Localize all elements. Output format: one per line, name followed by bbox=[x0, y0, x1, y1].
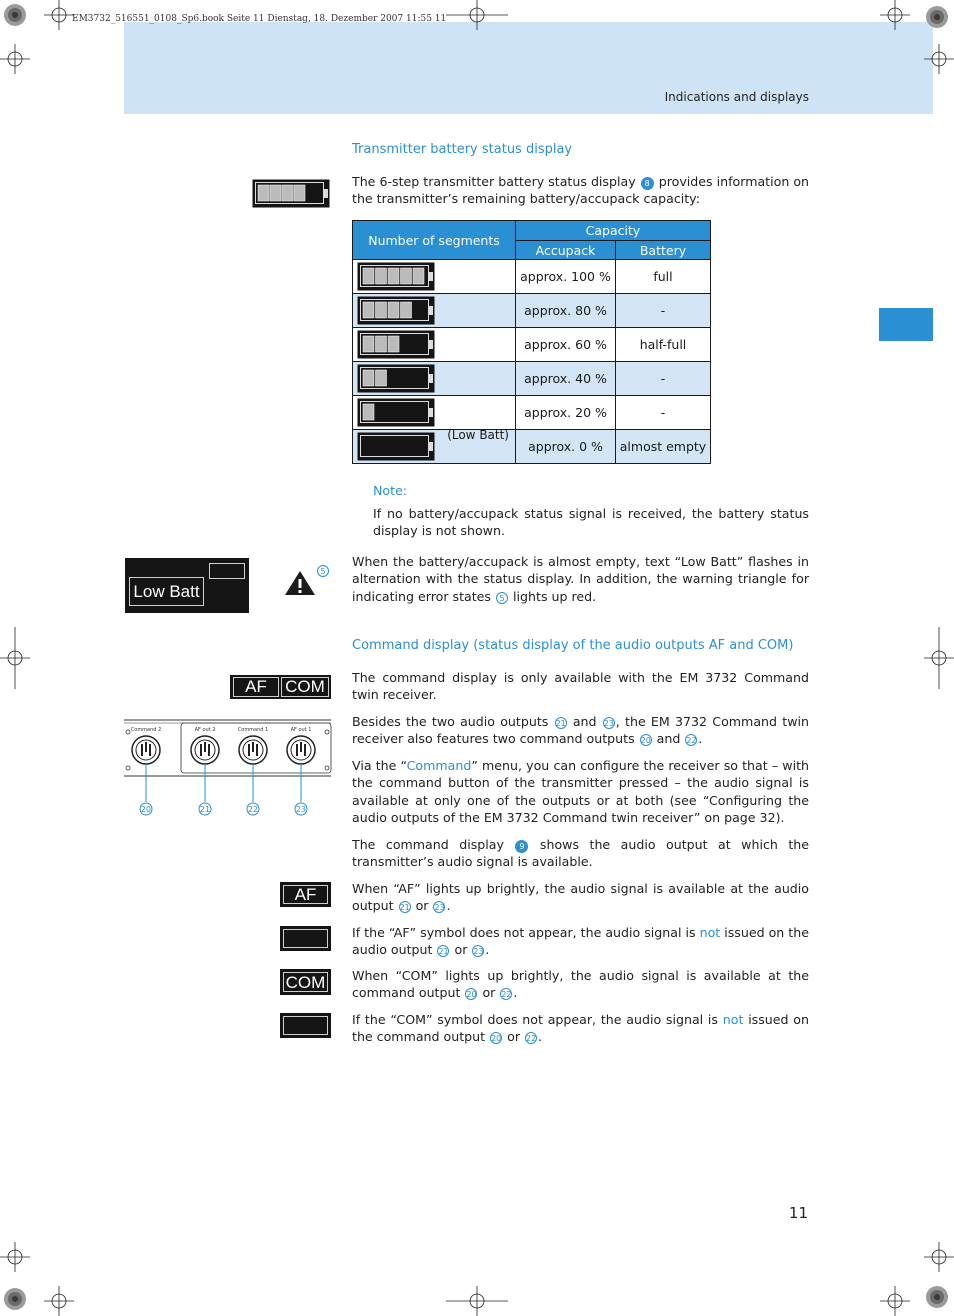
color-wheel-icon bbox=[926, 6, 948, 28]
segments-cell bbox=[353, 430, 516, 464]
battery-level-icon bbox=[357, 262, 437, 291]
segments-cell bbox=[353, 260, 516, 294]
table-row bbox=[353, 396, 711, 430]
page-number: 11 bbox=[788, 1204, 808, 1222]
battery-cell: half-full bbox=[616, 328, 711, 362]
battery-capacity-table bbox=[352, 220, 711, 464]
com-off-display bbox=[280, 1013, 331, 1038]
accupack-cell: approx. 60 % bbox=[516, 328, 616, 362]
battery-display-icon bbox=[252, 179, 332, 208]
table-row bbox=[353, 260, 711, 294]
table-row bbox=[353, 430, 711, 464]
color-wheel-icon bbox=[4, 4, 26, 26]
callout-number: 20 bbox=[140, 805, 152, 814]
battery-level-icon bbox=[357, 330, 437, 359]
callout-number: 22 bbox=[247, 805, 259, 814]
file-info: EM3732_516551_0108_Sp6.book Seite 11 Dienstag, 18. Dezember 2007 11:55 11 bbox=[72, 14, 447, 24]
crop-mark-icon bbox=[924, 44, 954, 74]
warning-callout: 5 bbox=[316, 559, 330, 578]
callout-8: 8 bbox=[641, 177, 654, 190]
af-off-display bbox=[280, 926, 331, 951]
jack-label: Command 1 bbox=[237, 727, 269, 733]
accupack-cell: approx. 80 % bbox=[516, 294, 616, 328]
crop-mark-icon bbox=[0, 627, 30, 689]
table-row bbox=[353, 328, 711, 362]
table-row bbox=[353, 362, 711, 396]
low-batt-paragraph: When the battery/accupack is almost empty, text “Low Batt” flashes in alternation with the status display. In addition, the warning triangle for indicating error states 5 lights up red. bbox=[352, 554, 809, 604]
segments-cell bbox=[353, 328, 516, 362]
com-lit-label: COM bbox=[283, 972, 328, 992]
jack-label: Command 2 bbox=[130, 727, 162, 733]
af-lit-display bbox=[280, 882, 331, 907]
command-p5: When “AF” lights up brightly, the audio signal is available at the audio output 21 or 23 . bbox=[352, 881, 809, 914]
running-header: Indications and displays bbox=[664, 90, 809, 104]
empty-battery-icon bbox=[209, 563, 245, 579]
segments-cell bbox=[353, 396, 516, 430]
command-p8: If the “COM” symbol does not appear, the audio signal is not issued on the command output 20 or 22 . bbox=[352, 1012, 809, 1045]
crop-mark-icon bbox=[924, 627, 954, 689]
battery-level-icon bbox=[357, 432, 437, 461]
crop-mark-icon bbox=[880, 0, 910, 30]
crop-mark-icon bbox=[0, 1242, 30, 1272]
lcd-af-label: AF bbox=[233, 677, 279, 697]
com-lit-display bbox=[280, 969, 331, 995]
jack-label: AF out 1 bbox=[290, 727, 312, 733]
col-header-capacity: Capacity bbox=[516, 221, 711, 241]
battery-level-icon bbox=[357, 398, 437, 427]
battery-cell: full bbox=[616, 260, 711, 294]
segments-cell bbox=[353, 294, 516, 328]
battery-intro: The 6-step transmitter battery status display 8 provides information on the transmitter’s remaining battery/accupack capacity: bbox=[352, 174, 810, 207]
command-p2: Besides the two audio outputs 21 and 23 , the EM 3732 Command twin receiver also features two command outputs 20 and 22 . bbox=[352, 714, 809, 747]
af-lit-label: AF bbox=[283, 885, 328, 904]
col-header-accupack: Accupack bbox=[516, 241, 616, 260]
warning-triangle-icon bbox=[284, 570, 318, 596]
command-p1: The command display is only available with the EM 3732 Command twin receiver. bbox=[352, 670, 809, 703]
connector-panel-diagram bbox=[124, 718, 332, 822]
battery-cell: - bbox=[616, 362, 711, 396]
section-heading-battery: Transmitter battery status display bbox=[352, 142, 573, 157]
command-display-af-com bbox=[230, 675, 331, 699]
color-wheel-icon bbox=[926, 1286, 948, 1308]
section-heading-command: Command display (status display of the audio outputs AF and COM) bbox=[352, 638, 794, 653]
callout-number: 21 bbox=[199, 805, 211, 814]
crop-mark-icon bbox=[880, 1286, 910, 1316]
crop-mark-icon bbox=[0, 44, 30, 74]
battery-level-icon bbox=[357, 364, 437, 393]
crop-mark-icon bbox=[446, 0, 508, 30]
color-wheel-icon bbox=[4, 1288, 26, 1310]
command-p4: The command display 9 shows the audio output at which the transmitter’s audio signal is available. bbox=[352, 837, 809, 870]
accupack-cell: approx. 40 % bbox=[516, 362, 616, 396]
command-p3: Via the “Command” menu, you can configure the receiver so that – with the command button of the transmitter pressed – the audio signal is available at only one of the outputs or at both (see “Configuring the audio outputs of the EM 3732 Command twin receiver” on page 32). bbox=[352, 758, 809, 826]
segments-cell bbox=[353, 362, 516, 396]
col-header-battery: Battery bbox=[616, 241, 711, 260]
note-text: If no battery/accupack status signal is received, the battery status display is not shown. bbox=[373, 506, 809, 539]
crop-mark-icon bbox=[44, 0, 74, 30]
accupack-cell: approx. 0 % bbox=[516, 430, 616, 464]
lcd-com-label: COM bbox=[281, 677, 329, 697]
low-batt-label: Low Batt bbox=[129, 577, 204, 606]
low-batt-note: (Low Batt) bbox=[447, 428, 509, 442]
battery-cell: almost empty bbox=[616, 430, 711, 464]
note-label: Note: bbox=[373, 483, 408, 498]
battery-level-icon bbox=[357, 296, 437, 325]
callout-number: 23 bbox=[295, 805, 307, 814]
jack-label: AF out 2 bbox=[194, 727, 216, 733]
battery-cell: - bbox=[616, 294, 711, 328]
accupack-cell: approx. 100 % bbox=[516, 260, 616, 294]
col-header-segments: Number of segments bbox=[353, 221, 516, 260]
battery-cell: - bbox=[616, 396, 711, 430]
table-row bbox=[353, 294, 711, 328]
command-p6: If the “AF” symbol does not appear, the audio signal is not issued on the audio output 21 or 23 . bbox=[352, 925, 809, 958]
accupack-cell: approx. 20 % bbox=[516, 396, 616, 430]
crop-mark-icon bbox=[44, 1286, 74, 1316]
crop-mark-icon bbox=[446, 1286, 508, 1316]
crop-mark-icon bbox=[924, 1242, 954, 1272]
command-p7: When “COM” lights up brightly, the audio signal is available at the command output 20 or 22 . bbox=[352, 968, 809, 1001]
